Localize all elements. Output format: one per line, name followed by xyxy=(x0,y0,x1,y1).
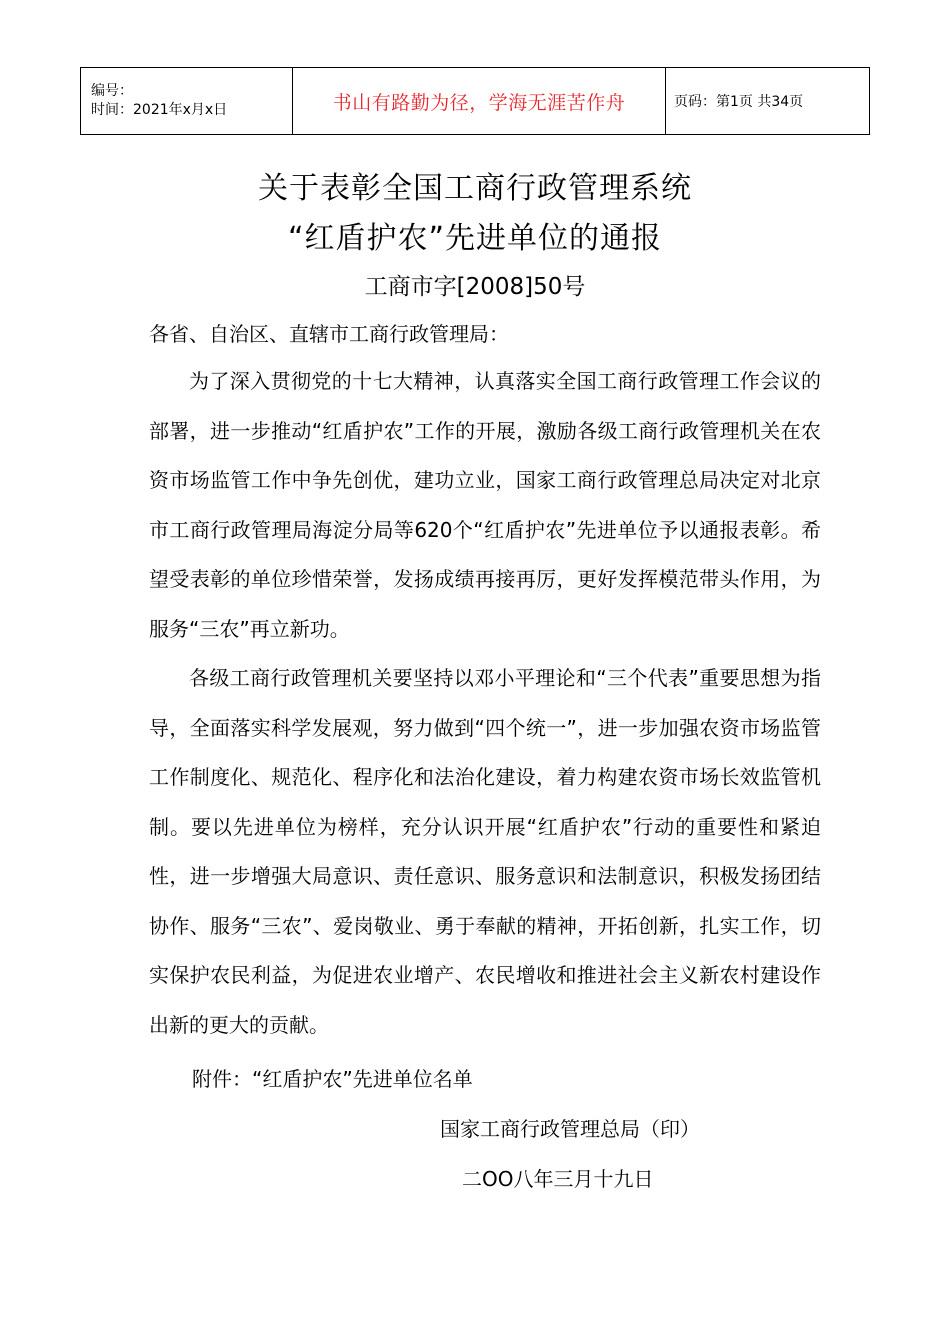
attachment-note: 附件：“红盾护农”先进单位名单 xyxy=(192,1067,473,1091)
header-meta-cell xyxy=(81,68,293,135)
document-title-line-2: “红盾护农”先进单位的通报 xyxy=(287,221,663,256)
header-table xyxy=(80,67,870,135)
paragraph-1: 为了深入贯彻党的十七大精神，认真落实全国工商行政管理工作会议的部署，进一步推动“红盾护农”工作的开展，激励各级工商行政管理机关在农资市场监管工作中争先创优，建功立业，国家工商行政管理总局决定对北京市工商行政管理局海淀分局等620个“红盾护农”先进单位予以通报表彰。希望受表彰的单位珍惜荣誉，发扬成绩再接再厉，更好发挥模范带头作用，为服务“三农”再立新功。 xyxy=(149,369,821,641)
paragraph-2: 各级工商行政管理机关要坚持以邓小平理论和“三个代表”重要思想为指导，全面落实科学发展观，努力做到“四个统一”，进一步加强农资市场监管工作制度化、规范化、程序化和法治化建设，着力构建农资市场长效监管机制。要以先进单位为榜样，充分认识开展“红盾护农”行动的重要性和紧迫性，进一步增强大局意识、责任意识、服务意识和法制意识，积极发扬团结协作、服务“三农”、爱岗敬业、勇于奉献的精神，开拓创新，扎实工作，切实保护农民利益，为促进农业增产、农民增收和推进社会主义新农村建设作出新的更大的贡献。 xyxy=(149,666,821,1037)
header-motto-cell xyxy=(293,68,666,135)
issue-date: 二OO八年三月十九日 xyxy=(462,1167,654,1191)
body-paragraphs xyxy=(149,357,821,1050)
page-info: 页码：第1页 共34页 xyxy=(666,68,870,135)
issuer-name: 国家工商行政管理总局（印） xyxy=(440,1117,700,1141)
salutation: 各省、自治区、直辖市工商行政管理局： xyxy=(149,322,509,346)
time-label: 时间：2021年x月x日 xyxy=(91,102,228,118)
document-number: 工商市字[2008]50号 xyxy=(364,274,586,300)
document-title-line-1: 关于表彰全国工商行政管理系统 xyxy=(258,171,692,206)
serial-number-label: 编号： xyxy=(91,83,133,99)
motto-text: 书山有路勤为径，学海无涯苦作舟 xyxy=(332,91,626,114)
